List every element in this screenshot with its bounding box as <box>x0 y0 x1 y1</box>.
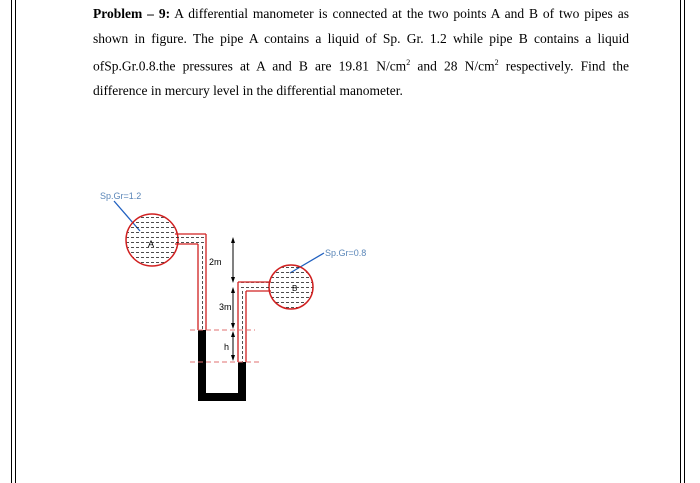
dim-h-arrow-down <box>231 355 235 361</box>
problem-text-2: and 28 N/cm <box>410 58 495 74</box>
left-limb-liquid <box>198 244 206 330</box>
mercury-bottom <box>198 393 246 401</box>
dim-h-label: h <box>224 342 230 352</box>
dim-3m-arrow-up <box>231 287 235 293</box>
right-limb-liquid <box>238 291 246 362</box>
dim-3m-arrow-down <box>231 323 235 329</box>
dim-3m-label: 3m <box>219 302 232 312</box>
unit-superscript-1: 2 <box>406 58 411 67</box>
dim-2m-arrow-up <box>231 237 235 243</box>
sp-gr-b-label: Sp.Gr=0.8 <box>325 248 367 258</box>
problem-label: Problem – 9: <box>93 6 171 21</box>
dim-2m-arrow-down <box>231 277 235 283</box>
tube-a-horizontal <box>175 234 205 244</box>
tube-b-horizontal <box>239 282 271 291</box>
mercury-left-column <box>198 330 206 400</box>
unit-superscript-2: 2 <box>494 58 499 67</box>
pipe-b <box>269 265 313 309</box>
sp-gr-a-label: Sp.Gr=1.2 <box>100 191 142 201</box>
dim-h-arrow-up <box>231 331 235 337</box>
dim-2m-label: 2m <box>209 257 222 267</box>
problem-text-1: A differential manometer is connected at the two points A and B of two pipes as shown in figure. The pipe A contains a liquid of Sp. Gr. 1.2 while pipe B contains a liquid ofSp.Gr.0.8.the pressures at A and B are 19.81 N/cm <box>93 6 629 74</box>
point-b-label: B <box>292 284 298 293</box>
point-a-label: A <box>148 239 155 249</box>
problem-text-3: respectively. Find the difference in mercury level in the differential manometer. <box>93 58 629 98</box>
